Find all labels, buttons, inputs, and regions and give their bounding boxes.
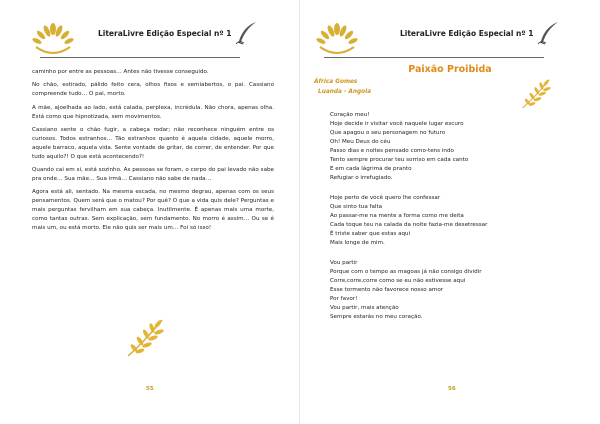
- header-title: LiteraLivre Edição Especial nº 1: [98, 29, 232, 38]
- poem-line: Esse tormento não favorece nosso amor: [330, 287, 444, 293]
- poem-line: Mais longe de mim.: [330, 240, 385, 246]
- poem-line: Coração meu!: [330, 112, 370, 118]
- poem-title: Paixão Proibida: [408, 64, 492, 75]
- poem-line: Que sinto tua falta: [330, 204, 383, 210]
- quill-pen-icon: [234, 21, 260, 45]
- poem-line: Vou partir, mais atenção: [330, 305, 399, 311]
- page-header: [30, 19, 280, 59]
- poem-line: Que apagou o seu personagem no futuro: [330, 130, 446, 136]
- stanza: [330, 259, 590, 322]
- author-location: Luanda - Angola: [318, 89, 372, 95]
- poem-line: E em cada lágrima de pranto: [330, 166, 412, 172]
- right-page: [300, 0, 600, 424]
- poem-line: Ao passar-me na mente a forma como me deita: [330, 213, 464, 219]
- laurel-wreath-icon: [30, 19, 76, 59]
- quill-pen-icon: [536, 21, 562, 45]
- poem-line: Oh! Meu Deus do céu: [330, 139, 391, 145]
- story-text: [32, 68, 274, 238]
- poem-line: Tento sempre procurar teu sorriso em cada canto: [330, 157, 469, 163]
- page-header: [314, 19, 584, 59]
- paragraph: No chão, estirado, pálido feito cera, olhos fixos e semiabertos, o pai. Cassiano compreende tudo… O pai, morto.: [32, 82, 274, 98]
- wheat-ornament-icon: [518, 76, 554, 110]
- author-name: África Gomes: [314, 79, 358, 85]
- header-rule: [40, 57, 240, 58]
- paragraph: caminho por entre as pessoas… Antes não tivesse conseguido.: [32, 69, 209, 75]
- poem-line: É triste saber que estas aqui: [330, 231, 411, 237]
- paragraph: Agora está ali, sentado. Na mesma escada, no mesmo degrau, apenas com os seus pensamentos. Quem será que o matou? Por quê? O que a vida quis dele? Perguntas e mais perguntas fervilham em sua cabeça. Inutilmente. É apenas mais uma morte, como tantas outras. Sem explicação, sem fundamento. No morro é assim… Ou se é mais um, ou está morto. Ele não quis ser mais um… Foi só isso!: [32, 189, 274, 232]
- poem-line: Cada toque teu na calada da noite fazia-me desetressar: [330, 222, 488, 228]
- stanza: [330, 111, 590, 183]
- laurel-wreath-icon: [314, 19, 360, 59]
- page-number: 55: [146, 386, 154, 392]
- stanza: [330, 194, 590, 248]
- poem-line: Corre,corre,corre como se eu não estivesse aqui: [330, 278, 466, 284]
- poem-line: Passo dias e noites pensado como-tens indo: [330, 148, 454, 154]
- poem-line: Porque com o tempo as magoas já não consigo dividir: [330, 269, 482, 275]
- header-rule: [324, 57, 544, 58]
- poem-body: [330, 111, 590, 333]
- paragraph: Quando cai em si, está sozinho. As pessoas se foram, o corpo do pai levado não sabe pra onde… Sua mãe… Sua irmã… Cassiano não sabe de nada…: [32, 167, 274, 183]
- header-title: LiteraLivre Edição Especial nº 1: [400, 29, 534, 38]
- poem-line: Vou partir: [330, 260, 358, 266]
- paragraph: A mãe, ajoelhada ao lado, está calada, perplexa, incrédula. Não chora, apenas olha. Está como que hipnotizada, sem movimentos.: [32, 104, 274, 120]
- page-number: 56: [448, 386, 456, 392]
- paragraph: Cassiano sente o chão fugir, a cabeça rodar; não reconhece ninguém entre os curiosos. Todos estranhos… Tão estranhos quanto é aquela cidade, aquele morro, aquele barraco, aquela vida. Sente vontade de gritar, de correr, de entender. Por que tudo aquilo?! O que está acontecendo?!: [32, 126, 274, 160]
- poem-line: Por favor!: [330, 296, 358, 302]
- poem-line: Refugiar o irrefugiado.: [330, 175, 393, 181]
- wheat-ornament-icon: [122, 316, 168, 358]
- poem-line: Hoje decide ir visitar você naquele lugar escuro: [330, 121, 464, 127]
- poem-line: Hoje perto de você quero lhe confessar: [330, 195, 441, 201]
- poem-line: Sempre estarás no meu coração.: [330, 314, 423, 320]
